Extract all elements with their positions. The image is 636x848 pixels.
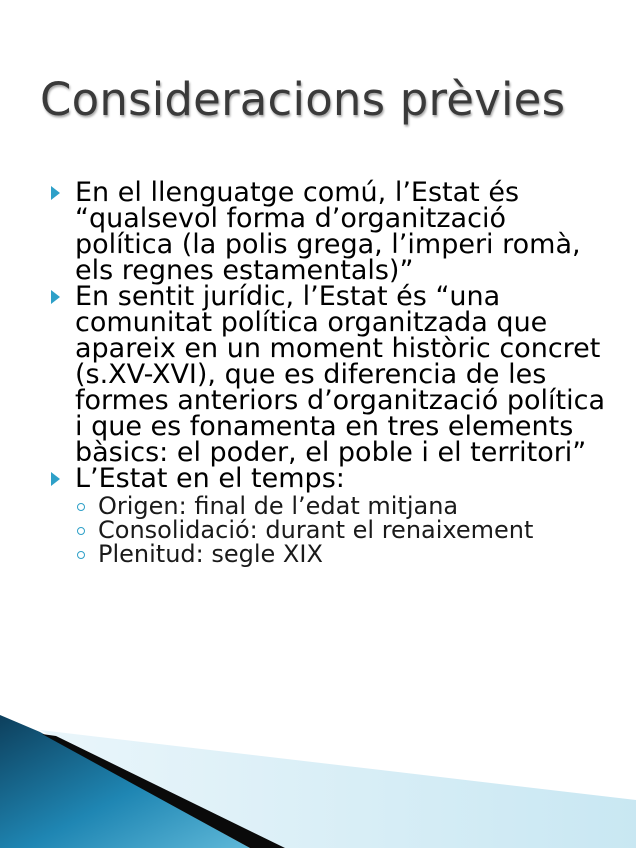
ring-bullet-icon xyxy=(77,503,85,511)
triangle-bullet-icon xyxy=(51,472,60,486)
ring-bullet-icon xyxy=(77,527,85,535)
sub-bullet-text: Consolidació: durant el renaixement xyxy=(98,516,534,544)
ring-bullet-icon xyxy=(77,551,85,559)
sub-bullet-item xyxy=(0,494,606,518)
bullet-text: En el llenguatge comú, l’Estat és “qualsevol forma d’organització política (la polis grega, l’imperi romà, els regnes estamentals)” xyxy=(75,177,581,286)
bullet-item xyxy=(0,463,636,568)
sub-bullet-text: Origen: final de l’edat mitjana xyxy=(98,492,459,520)
sub-bullet-text: Plenitud: segle XIX xyxy=(98,540,323,568)
triangle-bullet-icon xyxy=(51,290,60,304)
bullet-text: En sentit jurídic, l’Estat és “una comunitat política organitzada que apareix en un moment històric concret (s.XV-XVI), que es diferencia de les formes anteriors d’organització política i que es fonamenta en tres elements bàsics: el poder, el poble i el territori” xyxy=(75,281,605,468)
slide-title: Consideracions prèvies xyxy=(40,73,566,126)
sub-bullet-list xyxy=(75,494,606,566)
bullet-item xyxy=(0,281,636,468)
sub-bullet-item xyxy=(0,518,606,542)
bullet-item xyxy=(0,177,636,286)
bullet-text: L’Estat en el temps: xyxy=(75,463,345,494)
triangle-bullet-icon xyxy=(51,186,60,200)
corner-decoration xyxy=(0,690,636,848)
slide-body xyxy=(0,177,636,568)
bullet-list xyxy=(0,177,636,568)
sub-bullet-item xyxy=(0,542,606,566)
